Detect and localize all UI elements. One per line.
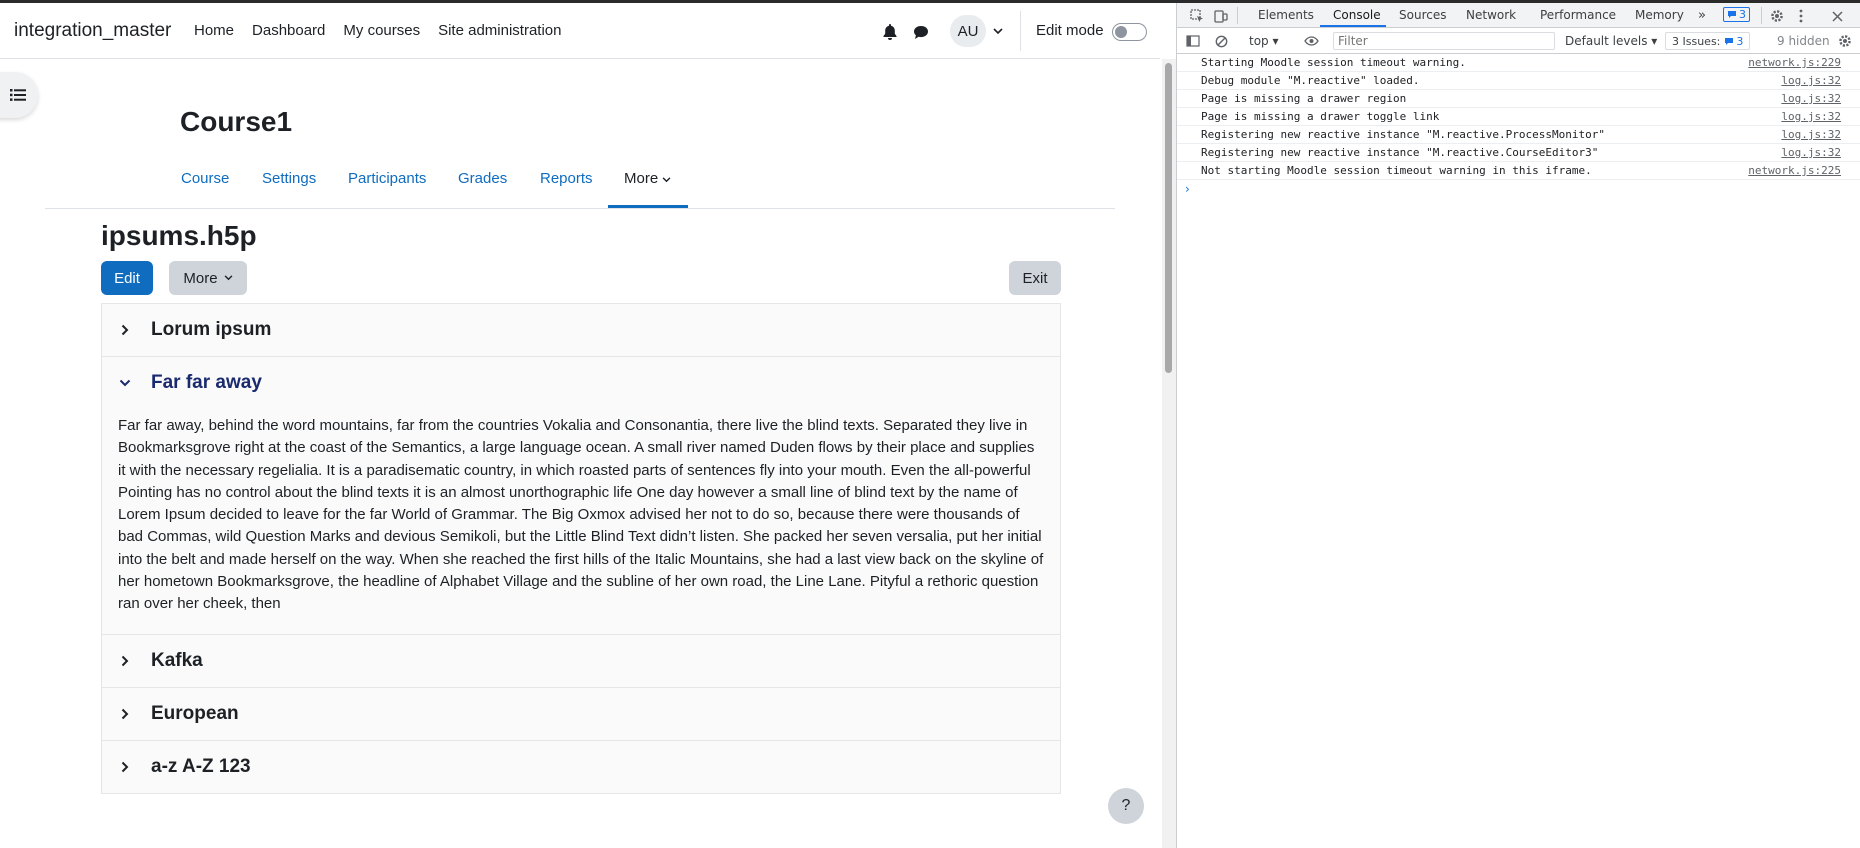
context-select[interactable]: top ▾ [1249, 34, 1279, 48]
accordion-title: European [151, 702, 239, 724]
tab-participants[interactable]: Participants [348, 170, 427, 187]
console-settings-gear-icon[interactable] [1837, 33, 1853, 49]
hidden-messages-count: 9 hidden [1777, 34, 1830, 48]
log-levels-value: Default levels [1565, 34, 1648, 48]
nav-my-courses[interactable]: My courses [343, 22, 421, 39]
devtools-tab-performance[interactable]: Performance [1540, 8, 1617, 22]
log-source-link[interactable]: log.js:32 [1781, 146, 1841, 159]
devtools-tab-elements[interactable]: Elements [1258, 8, 1314, 22]
accordion-header-european[interactable] [102, 688, 1060, 740]
notifications-bell-icon[interactable] [880, 22, 900, 42]
accordion-title: Lorum ipsum [151, 319, 272, 340]
log-message: Registering new reactive instance "M.reactive.ProcessMonitor" [1201, 128, 1605, 141]
chevron-down-icon [662, 177, 671, 183]
toggle-knob [1115, 26, 1127, 38]
console-log-row [1177, 162, 1860, 180]
message-icon [1727, 10, 1737, 19]
prompt-chevron-icon: › [1185, 182, 1190, 196]
log-source-link[interactable]: log.js:32 [1781, 110, 1841, 123]
page-scrollbar[interactable] [1162, 59, 1176, 848]
tab-more[interactable] [624, 170, 671, 187]
edit-mode-label: Edit mode [1036, 22, 1104, 39]
message-icon [1724, 37, 1734, 46]
issues-badge-count: 3 [1739, 8, 1746, 21]
edit-mode-toggle[interactable] [1112, 23, 1147, 41]
log-message: Debug module "M.reactive" loaded. [1201, 74, 1420, 87]
console-log-list [1177, 54, 1860, 198]
top-navbar [0, 3, 1160, 59]
toolbar-divider [1761, 7, 1762, 24]
navbar-divider [1020, 11, 1021, 51]
accordion-panel-text: Far far away, behind the word mountains, far from the countries Vokalia and Consonantia, there live the blind texts. Separated they live in Bookmarksgrove right at the coast of the Semantics, a large language ocean. A small river named Duden flows by their place and supplies it with the necessary regelialia. It is a paradisematic country, in which roasted parts of sentences fly into your mouth. Even the all-powerful Pointing has no control about the blind texts it is an almost unorthographic life One day however a small line of blind text by the name of Lorem Ipsum decided to leave for the far World of Grammar. The Big Oxmox advised her not to do so, because there were thousands of bad Commas, wild Question Marks and devious Semikoli, but the Little Blind Text didn’t listen. She packed her seven versalia, put her initial into the belt and made herself on the way. When she reached the first hills of the Italic Mountains, she had a last view back on the skyline of her hometown Bookmarksgrove, the headline of Alphabet Village and the subline of her own road, the Line Lane. Pityful a rethoric question ran over her cheek, then [118, 417, 1044, 613]
nav-dashboard[interactable]: Dashboard [252, 22, 326, 39]
tab-grades[interactable]: Grades [458, 170, 508, 187]
console-log-row [1177, 126, 1860, 144]
log-message: Starting Moodle session timeout warning. [1201, 56, 1466, 69]
site-brand[interactable]: integration_master [14, 20, 172, 41]
accordion-title: Kafka [151, 649, 203, 671]
user-menu-chevron-down-icon[interactable] [992, 25, 1004, 37]
log-source-link[interactable]: network.js:229 [1748, 56, 1841, 69]
issues-counter-button[interactable] [1665, 32, 1750, 50]
devtools-tab-bar [1177, 3, 1860, 28]
accordion-item [102, 688, 1060, 741]
accordion-title: Far far away [151, 372, 262, 393]
nav-site-administration[interactable]: Site administration [438, 22, 562, 39]
tab-course[interactable]: Course [181, 170, 230, 187]
activity-title: ipsums.h5p [101, 220, 257, 251]
tab-reports[interactable]: Reports [540, 170, 593, 187]
devtools-tab-sources[interactable]: Sources [1399, 8, 1447, 22]
accordion-item [102, 304, 1060, 357]
edit-button[interactable]: Edit [101, 261, 153, 295]
chevron-right-icon [118, 654, 132, 668]
sidebar-toggle-icon[interactable] [1185, 33, 1201, 49]
chevron-down-icon [224, 275, 233, 281]
navbar-user-area [0, 3, 1160, 59]
accordion-header-lorum-ipsum[interactable] [102, 304, 1060, 356]
log-levels-dropdown[interactable]: Default levels ▾ [1565, 34, 1658, 48]
more-tabs-chevron-icon[interactable]: » [1698, 8, 1706, 23]
chevron-down-icon [118, 376, 132, 390]
console-log-row [1177, 144, 1860, 162]
issues-count: 3 [1736, 34, 1744, 48]
kebab-menu-icon[interactable] [1793, 8, 1809, 24]
console-filter-input[interactable] [1333, 32, 1555, 50]
devtools-tab-network[interactable]: Network [1466, 8, 1517, 22]
list-icon [10, 89, 26, 101]
accordion-header-kafka[interactable] [102, 635, 1060, 687]
chevron-right-icon [118, 323, 132, 337]
course-index-drawer-button[interactable] [0, 72, 38, 118]
accordion-header-far-far-away[interactable] [102, 357, 1060, 409]
secondary-navigation [45, 161, 1115, 209]
console-log-row [1177, 90, 1860, 108]
console-toolbar [1177, 28, 1860, 54]
course-title: Course1 [180, 106, 293, 137]
issues-badge[interactable] [1723, 7, 1750, 22]
settings-gear-icon[interactable] [1769, 8, 1785, 24]
clear-console-icon[interactable] [1213, 33, 1229, 49]
chevron-right-icon [118, 707, 132, 721]
messages-chat-icon[interactable] [910, 22, 932, 42]
log-message: Page is missing a drawer toggle link [1201, 110, 1440, 123]
close-icon[interactable] [1829, 8, 1845, 24]
context-value: top [1249, 34, 1269, 48]
accordion-title: a-z A-Z 123 [151, 755, 251, 777]
h5p-accordion [101, 303, 1061, 794]
console-log-row [1177, 72, 1860, 90]
accordion-header-a-z[interactable] [102, 741, 1060, 793]
tab-more-label: More [624, 170, 659, 187]
more-button[interactable] [169, 261, 247, 295]
console-log-row [1177, 108, 1860, 126]
device-toolbar-icon[interactable] [1213, 8, 1229, 24]
log-source-link[interactable]: log.js:32 [1781, 74, 1841, 87]
scrollbar-thumb[interactable] [1165, 63, 1172, 373]
active-devtools-tab-indicator [1320, 25, 1386, 27]
chevron-right-icon [118, 760, 132, 774]
nav-home[interactable]: Home [194, 22, 235, 39]
devtools-tab-console[interactable]: Console [1333, 8, 1381, 22]
log-source-link[interactable]: network.js:225 [1748, 164, 1841, 177]
accordion-item [102, 741, 1060, 793]
toolbar-divider [1237, 7, 1238, 24]
tab-settings[interactable]: Settings [262, 170, 317, 187]
accordion-item [102, 357, 1060, 635]
log-source-link[interactable]: log.js:32 [1781, 128, 1841, 141]
active-tab-indicator [608, 205, 688, 208]
devtools-tab-memory[interactable]: Memory [1635, 8, 1684, 22]
inspect-element-icon[interactable] [1189, 8, 1205, 24]
help-button[interactable]: ? [1108, 788, 1144, 824]
moodle-page [0, 3, 1176, 848]
log-message: Registering new reactive instance "M.reactive.CourseEditor3" [1201, 146, 1599, 159]
exit-button[interactable]: Exit [1009, 261, 1061, 295]
live-expression-eye-icon[interactable] [1303, 33, 1319, 49]
devtools-panel [1176, 3, 1860, 848]
issues-label: 3 Issues: [1672, 34, 1721, 48]
log-message: Page is missing a drawer region [1201, 92, 1407, 105]
console-prompt[interactable] [1177, 180, 1860, 198]
console-log-row [1177, 54, 1860, 72]
more-button-label: More [183, 269, 218, 287]
log-message: Not starting Moodle session timeout warning in this iframe. [1201, 164, 1592, 177]
user-avatar[interactable]: AU [950, 15, 986, 47]
accordion-item [102, 635, 1060, 688]
log-source-link[interactable]: log.js:32 [1781, 92, 1841, 105]
